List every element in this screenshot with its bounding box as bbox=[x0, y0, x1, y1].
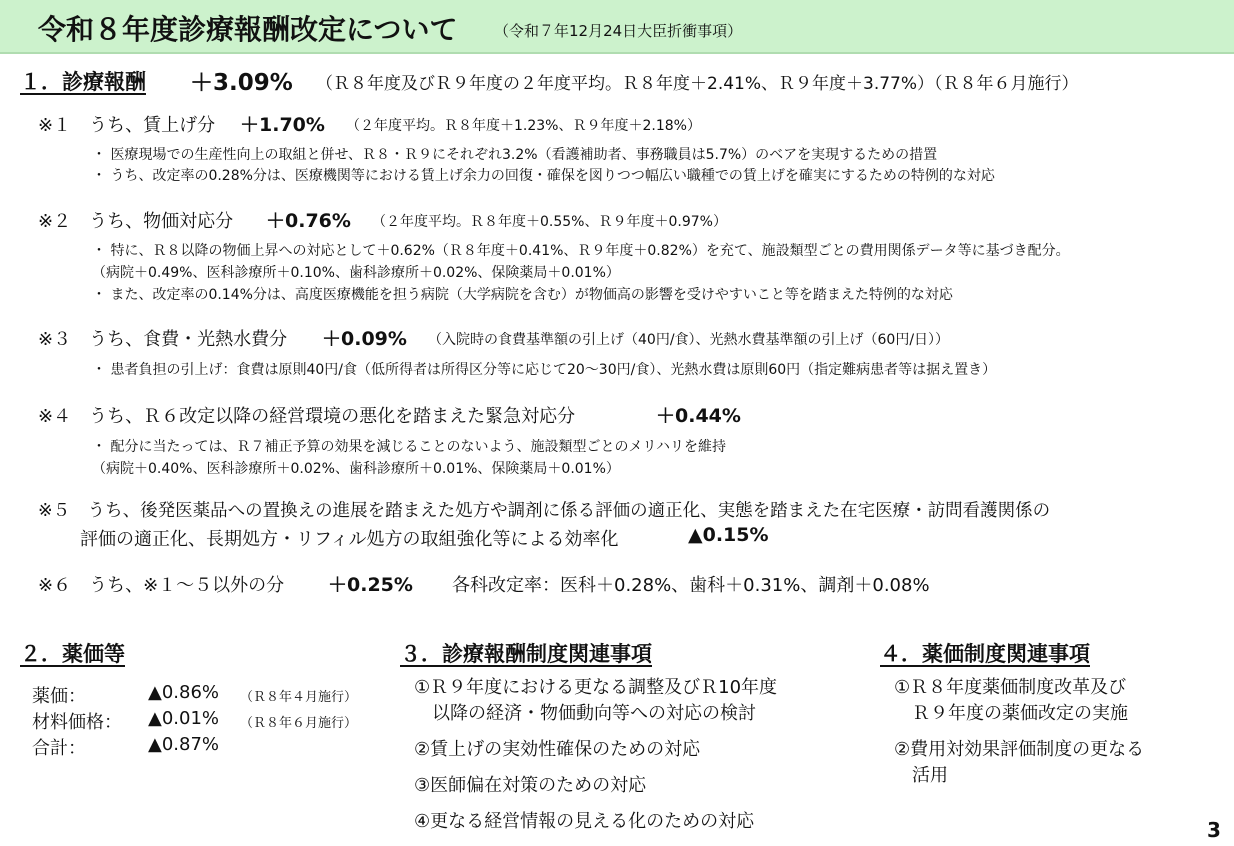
item6-detail: 各科改定率：医科＋0.28%、歯科＋0.31%、調剤＋0.08% bbox=[452, 575, 930, 596]
page-number: 3 bbox=[1207, 818, 1221, 842]
section4-item-1: ①Ｒ８年度薬価制度改革及び bbox=[894, 677, 1127, 698]
item1-label: ※１ うち、賃上げ分 bbox=[38, 115, 216, 136]
total-value: ▲0.87% bbox=[148, 734, 220, 755]
item3-label: ※３ うち、食費・光熱水費分 bbox=[38, 329, 288, 350]
section1-value: ＋3.09% bbox=[190, 70, 293, 96]
item4-label: ※４ うち、Ｒ６改定以降の経営環境の悪化を踏まえた緊急対応分 bbox=[38, 406, 576, 427]
section3-item-2: ②賃上げの実効性確保のための対応 bbox=[414, 739, 701, 760]
item2-bullet-3: ・ また、改定率の0.14%分は、高度医療機能を担う病院（大学病院を含む）が物価高の影響を受けやすいこと等を踏まえた特例的な対応 bbox=[92, 287, 953, 303]
item4-value: ＋0.44% bbox=[656, 405, 741, 427]
section3-item-1: ①Ｒ９年度における更なる調整及びＲ10年度 bbox=[414, 677, 778, 698]
section4-item-2-cont: 活用 bbox=[894, 765, 948, 786]
section3-heading: ３．診療報酬制度関連事項 bbox=[400, 642, 652, 666]
section2-heading: ２．薬価等 bbox=[20, 642, 125, 666]
item1-value: ＋1.70% bbox=[240, 114, 325, 136]
item3-bullet-1: ・ 患者負担の引上げ：食費は原則40円/食（低所得者は所得区分等に応じて20～30円/食）、光熱水費は原則60円（指定難病患者等は据え置き） bbox=[92, 362, 997, 378]
drug-price-label: 薬価： bbox=[32, 686, 86, 707]
item1-bullet-2: ・ うち、改定率の0.28%分は、医療機関等における賃上げ余力の回復・確保を図りつつ幅広い職種での賃上げを確実にするための特例的な対応 bbox=[92, 168, 995, 184]
item2-note: （２年度平均。Ｒ８年度＋0.55%、Ｒ９年度＋0.97%） bbox=[372, 214, 727, 230]
section1-heading: １．診療報酬 bbox=[20, 70, 146, 94]
section4-item-1-cont: Ｒ９年度の薬価改定の実施 bbox=[894, 703, 1128, 724]
item4-bullet-1: ・ 配分に当たっては、Ｒ７補正予算の効果を減じることのないよう、施設類型ごとのメリハリを維持 bbox=[92, 439, 727, 455]
section1-detail: （Ｒ８年度及びＲ９年度の２年度平均。Ｒ８年度＋2.41%、Ｒ９年度＋3.77%）（Ｒ８年６月施行） bbox=[316, 74, 1079, 94]
item3-value: ＋0.09% bbox=[322, 328, 407, 350]
section3-item-1-cont: 以降の経済・物価動向等への対応の検討 bbox=[414, 703, 756, 724]
item1-note: （２年度平均。Ｒ８年度＋1.23%、Ｒ９年度＋2.18%） bbox=[346, 118, 701, 134]
item2-value: ＋0.76% bbox=[266, 210, 351, 232]
item6-value: ＋0.25% bbox=[328, 574, 413, 596]
item5-line2: 評価の適正化、長期処方・リフィル処方の取組強化等による効率化 bbox=[80, 529, 619, 550]
item2-bullet-2: （病院＋0.49%、医科診療所＋0.10%、歯科診療所＋0.02%、保険薬局＋0.01%） bbox=[92, 265, 620, 281]
total-label: 合計： bbox=[32, 738, 86, 759]
item4-bullet-2: （病院＋0.40%、医科診療所＋0.02%、歯科診療所＋0.01%、保険薬局＋0.01%） bbox=[92, 461, 620, 477]
section3-item-4: ④更なる経営情報の見える化のための対応 bbox=[414, 811, 755, 832]
item6-label: ※６ うち、※１～５以外の分 bbox=[38, 575, 285, 596]
item2-label: ※２ うち、物価対応分 bbox=[38, 211, 234, 232]
page-subtitle: （令和７年12月24日大臣折衝事項） bbox=[494, 22, 743, 40]
drug-price-value: ▲0.86% bbox=[148, 682, 220, 703]
material-price-label: 材料価格： bbox=[32, 712, 122, 733]
section3-item-3: ③医師偏在対策のための対応 bbox=[414, 775, 647, 796]
material-price-value: ▲0.01% bbox=[148, 708, 220, 729]
item1-bullet-1: ・ 医療現場での生産性向上の取組と併せ、Ｒ８・Ｒ９にそれぞれ3.2%（看護補助者、事務職員は5.7%）のベアを実現するための措置 bbox=[92, 147, 938, 163]
item3-note: （入院時の食費基準額の引上げ（40円/食）、光熱水費基準額の引上げ（60円/日）） bbox=[428, 332, 950, 348]
drug-price-note: （Ｒ８年４月施行） bbox=[240, 690, 358, 705]
item5-line1: ※５ うち、後発医薬品への置換えの進展を踏まえた処方や調剤に係る評価の適正化、実態を踏まえた在宅医療・訪問看護関係の bbox=[38, 501, 1051, 521]
item5-value: ▲0.15% bbox=[688, 524, 769, 546]
material-price-note: （Ｒ８年６月施行） bbox=[240, 716, 358, 731]
section4-item-2: ②費用対効果評価制度の更なる bbox=[894, 739, 1145, 760]
item2-bullet-1: ・ 特に、Ｒ８以降の物価上昇への対応として＋0.62%（Ｒ８年度＋0.41%、Ｒ９年度＋0.82%）を充て、施設類型ごとの費用関係データ等に基づき配分。 bbox=[92, 243, 1070, 259]
page-title: 令和８年度診療報酬改定について bbox=[38, 13, 458, 46]
section4-heading: ４．薬価制度関連事項 bbox=[880, 642, 1090, 666]
